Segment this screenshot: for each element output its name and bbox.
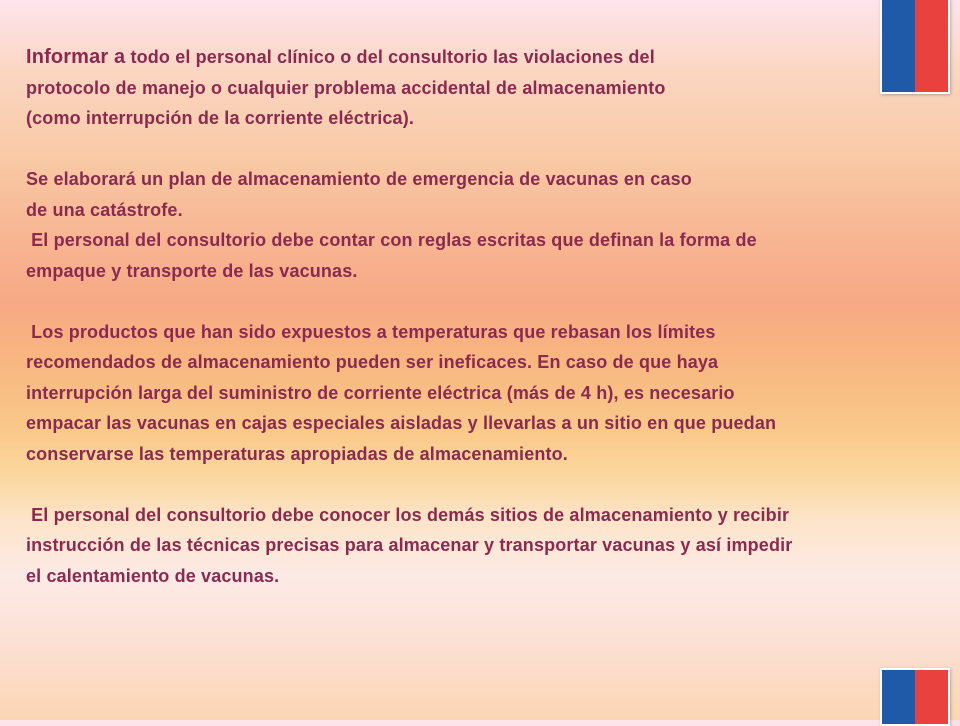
text-line: Los productos que han sido expuestos a temperaturas que rebasan los límites (26, 321, 716, 342)
flag-decoration-bottom (880, 668, 950, 726)
text-line: recomendados de almacenamiento pueden ser ineficaces. En caso de que haya (26, 352, 719, 372)
paragraph-spacer (26, 469, 936, 500)
lead-word: Informar a (26, 46, 126, 68)
text-line: protocolo de manejo o cualquier problema accidental de almacenamiento (26, 77, 666, 98)
text-line: conservarse las temperaturas apropiadas de almacenamiento. (26, 443, 568, 464)
text-line: (como interrupción de la corriente eléctrica). (26, 108, 415, 128)
text-line: Se elaborará un plan de almacenamiento de emergencia de vacunas en caso (26, 169, 692, 189)
text-line: empaque y transporte de las vacunas. (26, 260, 358, 281)
paragraph-spacer (26, 134, 936, 165)
text-line: el calentamiento de vacunas. (26, 565, 280, 586)
flag-red-stripe (915, 670, 948, 724)
text-line: empacar las vacunas en cajas especiales aisladas y llevarlas a un sitio en que puedan (26, 413, 777, 433)
paragraph-other-sites (26, 500, 936, 592)
paragraph-report-violations (26, 42, 936, 134)
text-line: instrucción de las técnicas precisas para almacenar y transportar vacunas y así impedir (26, 535, 793, 555)
text-line: de una catástrofe. (26, 199, 183, 220)
paragraph-exposed-products (26, 317, 936, 470)
text-line: interrupción larga del suministro de corriente eléctrica (más de 4 h), es necesario (26, 382, 735, 403)
paragraph-spacer (26, 286, 936, 317)
paragraph-emergency-plan (26, 164, 936, 286)
slide-body-text (26, 42, 936, 591)
flag-blue-stripe (882, 670, 915, 724)
text-line (26, 42, 936, 73)
text-line: El personal del consultorio debe conocer los demás sitios de almacenamiento y recibir (26, 504, 790, 525)
text-fragment: todo el personal clínico o del consultorio las violaciones del (125, 47, 655, 67)
text-line: El personal del consultorio debe contar con reglas escritas que definan la forma de (26, 230, 757, 250)
